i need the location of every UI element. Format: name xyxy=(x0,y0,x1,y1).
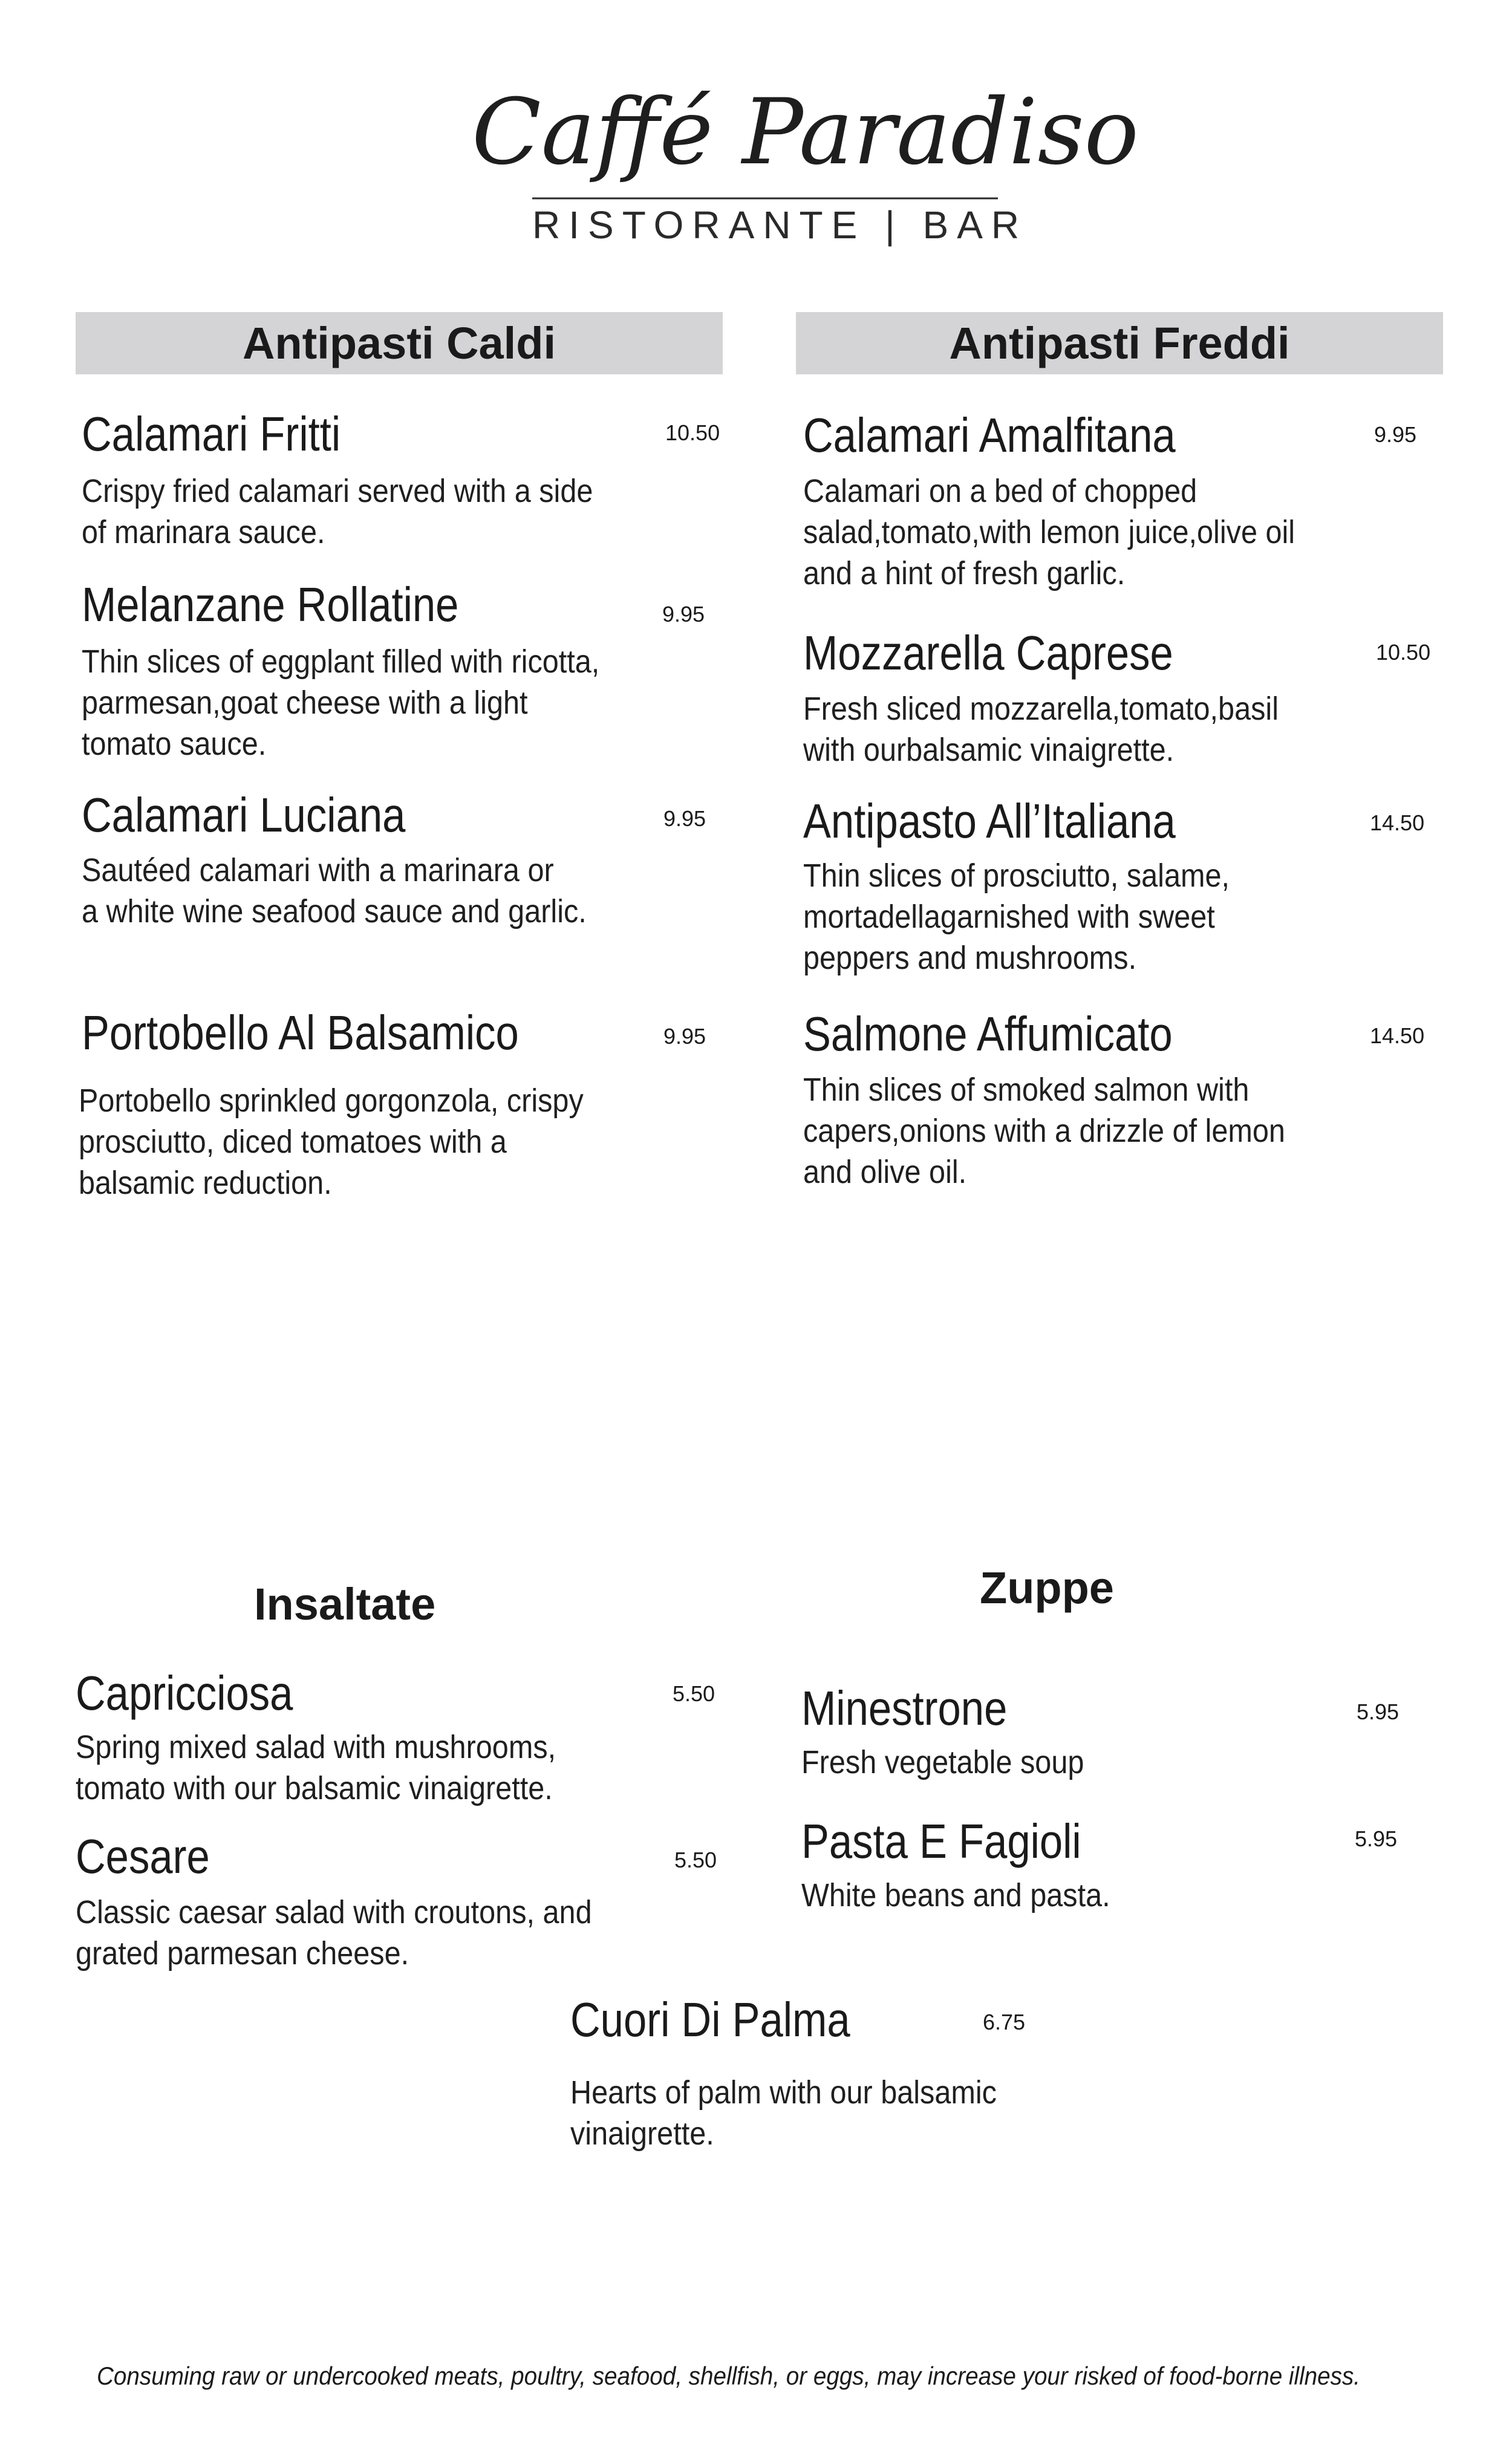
section-header-antipasti-caldi: Antipasti Caldi xyxy=(76,312,723,374)
item-price-salmone-affumicato: 14.50 xyxy=(1370,1023,1425,1048)
item-name-calamari-amalfitana: Calamari Amalfitana xyxy=(803,408,1176,462)
item-name-pasta-e-fagioli: Pasta E Fagioli xyxy=(801,1814,1081,1868)
item-desc-pasta-e-fagioli: White beans and pasta. xyxy=(801,1877,1110,1913)
section-header-zuppe: Zuppe xyxy=(980,1563,1114,1613)
item-desc-calamari-amalfitana: Calamari on a bed of chopped salad,tomato,with lemon juice,olive oil and a hint of fresh garlic. xyxy=(803,473,1295,591)
item-desc-antipasto-allitaliana: Thin slices of prosciutto, salame, mortadellagarnished with sweet peppers and mushrooms. xyxy=(803,858,1230,976)
item-desc-capricciosa: Spring mixed salad with mushrooms, tomato with our balsamic vinaigrette. xyxy=(76,1729,556,1806)
section-header-antipasti-freddi: Antipasti Freddi xyxy=(796,312,1443,374)
item-name-cesare: Cesare xyxy=(76,1829,210,1883)
item-price-mozzarella-caprese: 10.50 xyxy=(1376,640,1431,665)
logo-script-text: Caffé Paradiso xyxy=(472,80,1139,185)
section-header-insaltate: Insaltate xyxy=(254,1579,436,1629)
item-price-cuori-di-palma: 6.75 xyxy=(983,2010,1026,2034)
item-desc-melanzane-rollatine: Thin slices of eggplant filled with ricotta, parmesan,goat cheese with a light tomato sauce. xyxy=(82,643,600,762)
item-name-mozzarella-caprese: Mozzarella Caprese xyxy=(803,626,1173,680)
item-price-cesare: 5.50 xyxy=(674,1848,717,1872)
logo-subtitle: RISTORANTE | BAR xyxy=(532,203,1028,247)
item-name-calamari-fritti: Calamari Fritti xyxy=(82,407,341,461)
item-name-minestrone: Minestrone xyxy=(801,1681,1008,1735)
item-desc-calamari-luciana: Sautéed calamari with a marinara or a white wine seafood sauce and garlic. xyxy=(82,852,587,930)
item-price-pasta-e-fagioli: 5.95 xyxy=(1355,1826,1398,1851)
item-price-calamari-amalfitana: 9.95 xyxy=(1374,422,1417,447)
item-name-calamari-luciana: Calamari Luciana xyxy=(82,788,406,842)
item-desc-cesare: Classic caesar salad with croutons, and grated parmesan cheese. xyxy=(76,1894,592,1972)
item-name-cuori-di-palma: Cuori Di Palma xyxy=(570,1993,850,2047)
item-name-portobello-al-balsamico: Portobello Al Balsamico xyxy=(82,1006,519,1060)
item-name-antipasto-allitaliana: Antipasto All’Italiana xyxy=(803,794,1176,848)
item-price-minestrone: 5.95 xyxy=(1357,1699,1400,1724)
item-price-antipasto-allitaliana: 14.50 xyxy=(1370,810,1425,835)
item-name-melanzane-rollatine: Melanzane Rollatine xyxy=(82,578,459,631)
item-price-calamari-luciana: 9.95 xyxy=(663,806,706,831)
item-desc-cuori-di-palma: Hearts of palm with our balsamic vinaigrette. xyxy=(570,2074,997,2152)
item-price-portobello-al-balsamico: 9.95 xyxy=(663,1024,706,1049)
item-desc-calamari-fritti: Crispy fried calamari served with a side of marinara sauce. xyxy=(82,473,593,550)
item-price-calamari-fritti: 10.50 xyxy=(665,420,720,445)
item-desc-portobello-al-balsamico: Portobello sprinkled gorgonzola, crispy prosciutto, diced tomatoes with a balsamic reduction. xyxy=(79,1083,584,1201)
item-name-salmone-affumicato: Salmone Affumicato xyxy=(803,1007,1173,1061)
item-price-melanzane-rollatine: 9.95 xyxy=(662,602,705,627)
item-desc-salmone-affumicato: Thin slices of smoked salmon with capers,onions with a drizzle of lemon and olive oil. xyxy=(803,1072,1285,1190)
item-desc-minestrone: Fresh vegetable soup xyxy=(801,1744,1084,1780)
food-safety-disclaimer: Consuming raw or undercooked meats, poultry, seafood, shellfish, or eggs, may increase your risked of food-borne illness. xyxy=(97,2362,1361,2390)
item-name-capricciosa: Capricciosa xyxy=(76,1666,293,1720)
item-desc-mozzarella-caprese: Fresh sliced mozzarella,tomato,basil with ourbalsamic vinaigrette. xyxy=(803,691,1279,768)
item-price-capricciosa: 5.50 xyxy=(673,1681,715,1706)
